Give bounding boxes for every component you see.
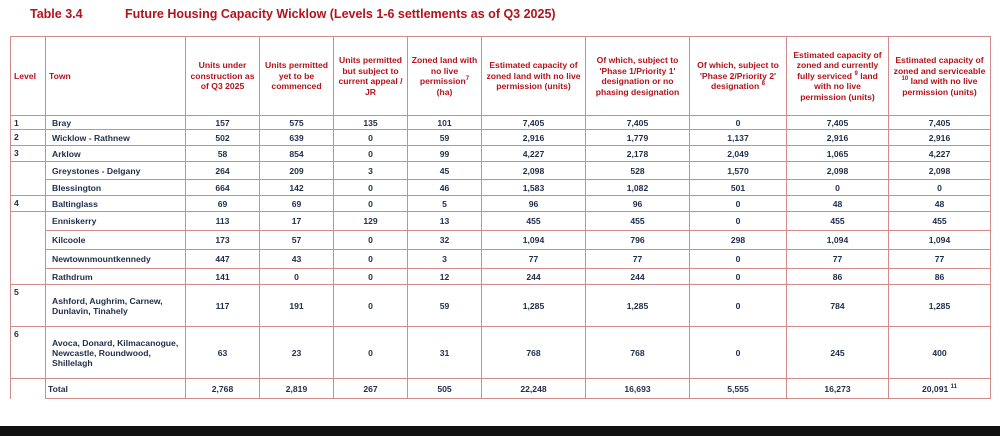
value-cell-appeal: 0 (334, 327, 408, 379)
table-number: Table 3.4 (30, 7, 83, 21)
total-cell-zoned: 505 (408, 379, 482, 399)
header-permitted: Units permitted yet to be commenced (260, 37, 334, 116)
header-row (11, 37, 991, 116)
total-cell-cap: 22,248 (482, 379, 586, 399)
value-cell-perm: 57 (260, 231, 334, 250)
value-cell-serv: 48 (787, 196, 889, 212)
value-cell-appeal: 129 (334, 212, 408, 231)
value-cell-uc: 63 (186, 327, 260, 379)
value-cell-cap: 1,285 (482, 285, 586, 327)
value-cell-zoned: 59 (408, 285, 482, 327)
value-cell-uc: 157 (186, 116, 260, 130)
value-cell-zoned: 3 (408, 250, 482, 269)
value-cell-zoned: 5 (408, 196, 482, 212)
value-cell-cap: 96 (482, 196, 586, 212)
value-cell-perm: 191 (260, 285, 334, 327)
level-cell (11, 162, 46, 180)
table-row (11, 250, 991, 269)
value-cell-appeal: 0 (334, 285, 408, 327)
table-row (11, 327, 991, 379)
value-cell-uc: 141 (186, 269, 260, 285)
value-cell-p2: 298 (690, 231, 787, 250)
value-cell-uc: 113 (186, 212, 260, 231)
header-level: Level (11, 37, 46, 116)
value-cell-p1: 96 (586, 196, 690, 212)
town-cell: Arklow (46, 146, 186, 162)
table-row (11, 146, 991, 162)
value-cell-p1: 528 (586, 162, 690, 180)
value-cell-uc: 447 (186, 250, 260, 269)
table-row (11, 130, 991, 146)
value-cell-p2: 501 (690, 180, 787, 196)
value-cell-zoned: 59 (408, 130, 482, 146)
value-cell-zoned: 46 (408, 180, 482, 196)
value-cell-p1: 244 (586, 269, 690, 285)
value-cell-zoned: 12 (408, 269, 482, 285)
value-cell-servbl: 1,094 (889, 231, 991, 250)
town-cell: Baltinglass (46, 196, 186, 212)
value-cell-serv: 2,098 (787, 162, 889, 180)
value-cell-p1: 455 (586, 212, 690, 231)
value-cell-appeal: 0 (334, 196, 408, 212)
total-cell-p1: 16,693 (586, 379, 690, 399)
table-row (11, 285, 991, 327)
value-cell-p2: 0 (690, 212, 787, 231)
header-capacity: Estimated capacity of zoned land with no live permission (units) (482, 37, 586, 116)
value-cell-perm: 0 (260, 269, 334, 285)
value-cell-p2: 1,137 (690, 130, 787, 146)
value-cell-p2: 0 (690, 285, 787, 327)
town-cell: Enniskerry (46, 212, 186, 231)
town-cell: Blessington (46, 180, 186, 196)
value-cell-serv: 245 (787, 327, 889, 379)
value-cell-p1: 1,779 (586, 130, 690, 146)
value-cell-uc: 664 (186, 180, 260, 196)
value-cell-servbl: 2,916 (889, 130, 991, 146)
value-cell-cap: 7,405 (482, 116, 586, 130)
value-cell-perm: 23 (260, 327, 334, 379)
value-cell-servbl: 400 (889, 327, 991, 379)
level-cell (11, 231, 46, 250)
total-cell-uc: 2,768 (186, 379, 260, 399)
table-title: Future Housing Capacity Wicklow (Levels 1-6 settlements as of Q3 2025) (125, 7, 556, 21)
value-cell-p2: 1,570 (690, 162, 787, 180)
value-cell-p2: 0 (690, 269, 787, 285)
header-under-construction: Units under construction as of Q3 2025 (186, 37, 260, 116)
total-cell-servbl: 20,091 $^{11}$ (889, 379, 991, 399)
value-cell-perm: 854 (260, 146, 334, 162)
town-cell: Kilcoole (46, 231, 186, 250)
value-cell-p1: 2,178 (586, 146, 690, 162)
town-cell: Newtownmountkennedy (46, 250, 186, 269)
header-appeal: Units permitted but subject to current appeal / JR (334, 37, 408, 116)
table-row (11, 180, 991, 196)
value-cell-serv: 86 (787, 269, 889, 285)
total-cell-appeal: 267 (334, 379, 408, 399)
value-cell-servbl: 0 (889, 180, 991, 196)
value-cell-servbl: 455 (889, 212, 991, 231)
value-cell-appeal: 0 (334, 269, 408, 285)
value-cell-perm: 69 (260, 196, 334, 212)
value-cell-zoned: 31 (408, 327, 482, 379)
header-serviceable: Estimated capacity of zoned and serviceable $^{10}$ land with no live permission (units) (889, 37, 991, 116)
value-cell-appeal: 0 (334, 130, 408, 146)
level-cell: 1 (11, 116, 46, 130)
value-cell-p2: 0 (690, 196, 787, 212)
value-cell-perm: 575 (260, 116, 334, 130)
total-cell-perm: 2,819 (260, 379, 334, 399)
value-cell-appeal: 135 (334, 116, 408, 130)
level-cell: 2 (11, 130, 46, 146)
value-cell-zoned: 13 (408, 212, 482, 231)
level-cell: 4 (11, 196, 46, 212)
value-cell-p2: 0 (690, 250, 787, 269)
value-cell-servbl: 1,285 (889, 285, 991, 327)
value-cell-uc: 117 (186, 285, 260, 327)
town-cell: Rathdrum (46, 269, 186, 285)
value-cell-perm: 142 (260, 180, 334, 196)
value-cell-p1: 77 (586, 250, 690, 269)
level-cell: 6 (11, 327, 46, 379)
value-cell-cap: 2,916 (482, 130, 586, 146)
value-cell-servbl: 7,405 (889, 116, 991, 130)
value-cell-servbl: 2,098 (889, 162, 991, 180)
value-cell-cap: 1,583 (482, 180, 586, 196)
level-cell: 5 (11, 285, 46, 327)
table-row (11, 196, 991, 212)
value-cell-cap: 455 (482, 212, 586, 231)
total-cell-p2: 5,555 (690, 379, 787, 399)
value-cell-uc: 58 (186, 146, 260, 162)
table-caption (0, 0, 1000, 28)
value-cell-uc: 69 (186, 196, 260, 212)
value-cell-uc: 264 (186, 162, 260, 180)
value-cell-appeal: 0 (334, 146, 408, 162)
value-cell-perm: 43 (260, 250, 334, 269)
town-cell: Bray (46, 116, 186, 130)
value-cell-serv: 2,916 (787, 130, 889, 146)
value-cell-cap: 77 (482, 250, 586, 269)
value-cell-p1: 768 (586, 327, 690, 379)
header-phase2: Of which, subject to 'Phase 2/Priority 2' designation $^8$ (690, 37, 787, 116)
header-town: Town (46, 37, 186, 116)
level-cell (11, 269, 46, 285)
total-label: Total (46, 379, 186, 399)
value-cell-zoned: 101 (408, 116, 482, 130)
value-cell-cap: 4,227 (482, 146, 586, 162)
table-row (11, 162, 991, 180)
value-cell-uc: 173 (186, 231, 260, 250)
value-cell-zoned: 32 (408, 231, 482, 250)
value-cell-uc: 502 (186, 130, 260, 146)
level-cell (11, 250, 46, 269)
total-row (11, 379, 991, 399)
value-cell-appeal: 0 (334, 180, 408, 196)
value-cell-p2: 0 (690, 116, 787, 130)
value-cell-p2: 2,049 (690, 146, 787, 162)
value-cell-perm: 639 (260, 130, 334, 146)
value-cell-p1: 796 (586, 231, 690, 250)
value-cell-cap: 244 (482, 269, 586, 285)
table-row (11, 212, 991, 231)
value-cell-serv: 0 (787, 180, 889, 196)
level-cell (11, 180, 46, 196)
level-cell (11, 379, 46, 399)
town-cell: Wicklow - Rathnew (46, 130, 186, 146)
value-cell-appeal: 3 (334, 162, 408, 180)
value-cell-cap: 768 (482, 327, 586, 379)
table-row (11, 231, 991, 250)
header-zoned: Zoned land with no live permission$^7$ (ha) (408, 37, 482, 116)
value-cell-perm: 17 (260, 212, 334, 231)
value-cell-serv: 784 (787, 285, 889, 327)
value-cell-serv: 455 (787, 212, 889, 231)
value-cell-p1: 7,405 (586, 116, 690, 130)
value-cell-zoned: 99 (408, 146, 482, 162)
value-cell-zoned: 45 (408, 162, 482, 180)
level-cell: 3 (11, 146, 46, 162)
value-cell-servbl: 48 (889, 196, 991, 212)
bottom-bar (0, 426, 1000, 436)
town-cell: Ashford, Aughrim, Carnew, Dunlavin, Tinahely (46, 285, 186, 327)
value-cell-servbl: 4,227 (889, 146, 991, 162)
value-cell-serv: 1,065 (787, 146, 889, 162)
table-row (11, 116, 991, 130)
header-phase1: Of which, subject to 'Phase 1/Priority 1' designation or no phasing designation (586, 37, 690, 116)
value-cell-serv: 77 (787, 250, 889, 269)
value-cell-servbl: 86 (889, 269, 991, 285)
value-cell-p2: 0 (690, 327, 787, 379)
town-cell: Avoca, Donard, Kilmacanogue, Newcastle, Roundwood, Shillelagh (46, 327, 186, 379)
value-cell-appeal: 0 (334, 250, 408, 269)
total-cell-serv: 16,273 (787, 379, 889, 399)
value-cell-appeal: 0 (334, 231, 408, 250)
housing-capacity-table (10, 36, 991, 399)
value-cell-p1: 1,082 (586, 180, 690, 196)
value-cell-servbl: 77 (889, 250, 991, 269)
value-cell-serv: 1,094 (787, 231, 889, 250)
value-cell-p1: 1,285 (586, 285, 690, 327)
level-cell (11, 212, 46, 231)
town-cell: Greystones - Delgany (46, 162, 186, 180)
header-serviced: Estimated capacity of zoned and currently fully serviced $^9$ land with no live permission (units) (787, 37, 889, 116)
value-cell-cap: 1,094 (482, 231, 586, 250)
value-cell-serv: 7,405 (787, 116, 889, 130)
value-cell-cap: 2,098 (482, 162, 586, 180)
value-cell-perm: 209 (260, 162, 334, 180)
table-row (11, 269, 991, 285)
